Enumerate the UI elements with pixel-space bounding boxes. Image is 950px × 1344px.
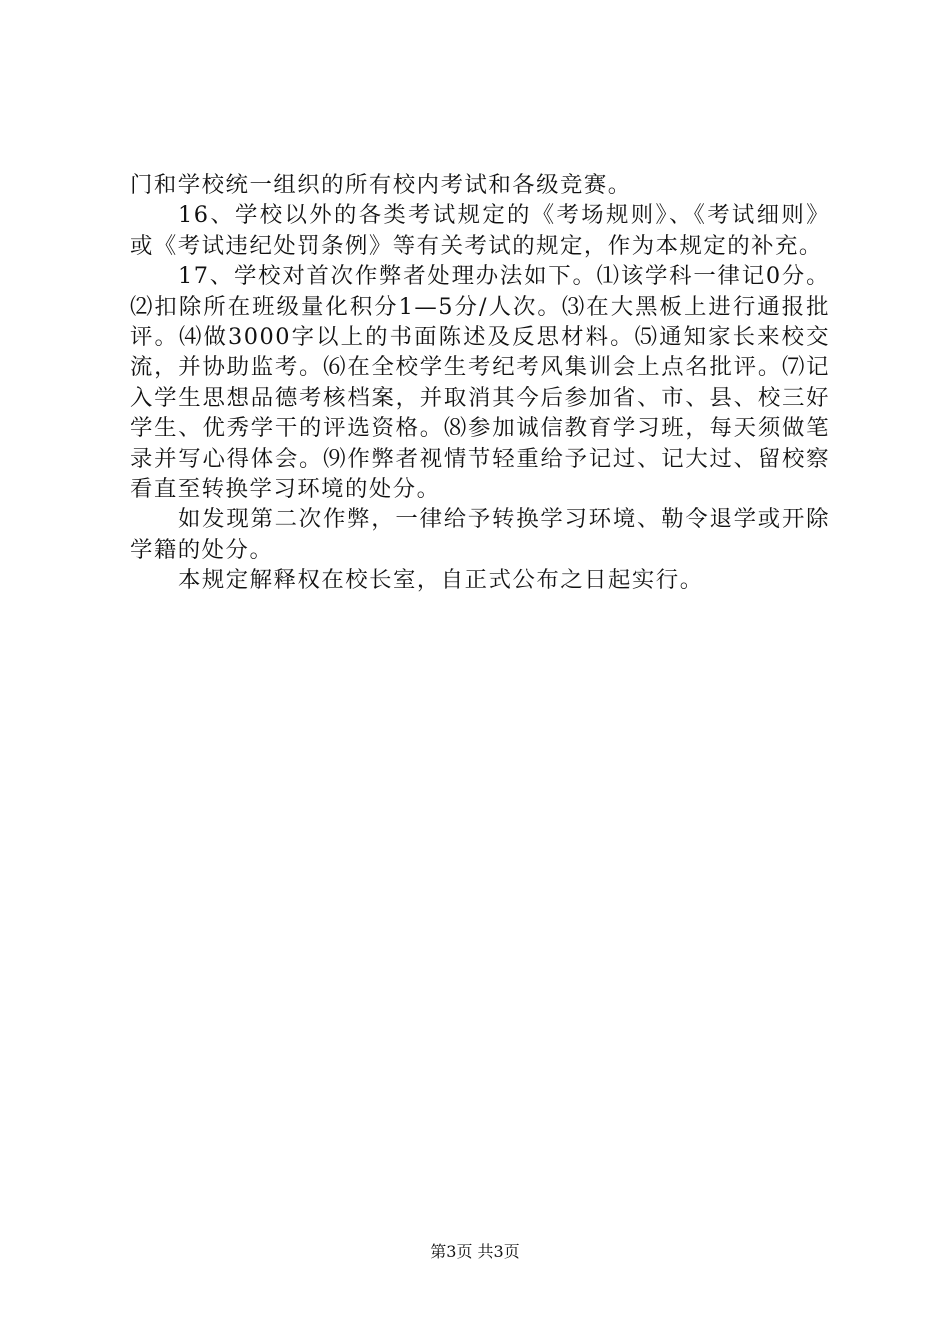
page-footer <box>0 1242 950 1262</box>
paragraph-rule-16: 16、学校以外的各类考试规定的《考场规则》、《考试细则》或《考试违纪处罚条例》等有关考试的规定，作为本规定的补充。 <box>130 202 830 259</box>
document-body <box>130 170 830 596</box>
paragraph-second-offense: 如发现第二次作弊，一律给予转换学习环境、勒令退学或开除学籍的处分。 <box>130 506 830 563</box>
paragraph-rule-17: 17、学校对首次作弊者处理办法如下。⑴该学科一律记0分。⑵扣除所在班级量化积分1—5分/人次。⑶在大黑板上进行通报批评。⑷做3000字以上的书面陈述及反思材料。⑸通知家长来校交流，并协助监考。⑹在全校学生考纪考风集训会上点名批评。⑺记入学生思想品德考核档案，并取消其今后参加省、市、县、校三好学生、优秀学干的评选资格。⑻参加诚信教育学习班，每天须做笔录并写心得体会。⑼作弊者视情节轻重给予记过、记大过、留校察看直至转换学习环境的处分。 <box>130 263 830 503</box>
paragraph-continuation: 门和学校统一组织的所有校内考试和各级竞赛。 <box>130 172 632 198</box>
page-number-label: 第3页 共3页 <box>430 1242 520 1261</box>
paragraph-interpretation: 本规定解释权在校长室，自正式公布之日起实行。 <box>178 567 704 594</box>
